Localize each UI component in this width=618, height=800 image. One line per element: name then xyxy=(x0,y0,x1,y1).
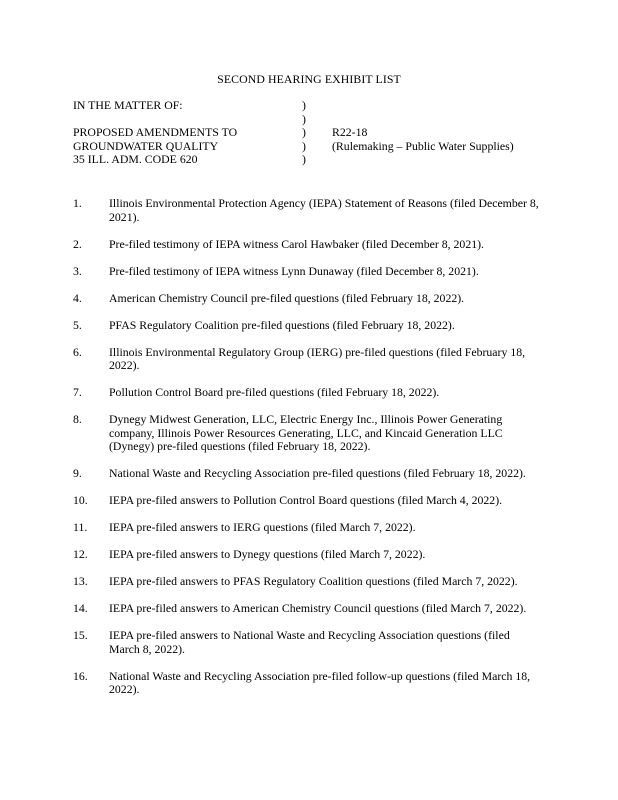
exhibit-text: Illinois Environmental Protection Agency (IEPA) Statement of Reasons (filed December 8, 2021). xyxy=(109,196,539,224)
exhibit-number: 4. xyxy=(73,290,82,305)
caption-left-line: IN THE MATTER OF: xyxy=(73,98,183,112)
caption-left-line xyxy=(73,113,303,127)
exhibit-number: 16. xyxy=(73,668,88,683)
exhibit-number: 3. xyxy=(73,263,82,278)
caption-right-line xyxy=(332,153,572,167)
exhibit-list xyxy=(73,197,543,710)
exhibit-text: Dynegy Midwest Generation, LLC, Electric Energy Inc., Illinois Power Generating company, Illinois Power Resources Generating, LLC, and Kincaid Generation LLC (Dynegy) pre-filed questions (filed February 18, 2022). xyxy=(109,412,503,454)
exhibit-item xyxy=(73,319,543,333)
exhibit-text: Illinois Environmental Regulatory Group (IERG) pre-filed questions (filed February 18, 2022). xyxy=(109,344,526,373)
exhibit-text: IEPA pre-filed answers to PFAS Regulatory Coalition questions (filed March 7, 2022). xyxy=(109,574,518,589)
exhibit-item xyxy=(73,670,543,697)
exhibit-number: 1. xyxy=(73,196,82,210)
caption-paren-column xyxy=(302,99,314,167)
exhibit-text: Pollution Control Board pre-filed questions (filed February 18, 2022). xyxy=(109,385,440,400)
exhibit-number: 8. xyxy=(73,412,82,427)
exhibit-item xyxy=(73,413,543,454)
exhibit-number: 9. xyxy=(73,466,82,481)
exhibit-number: 15. xyxy=(73,628,88,643)
exhibit-item xyxy=(73,346,543,373)
caption-paren: ) xyxy=(302,125,306,140)
docket-number: R22-18 xyxy=(332,125,368,140)
caption-right-line xyxy=(332,99,572,113)
rulemaking-subtitle: (Rulemaking – Public Water Supplies) xyxy=(332,138,514,153)
page-title: SECOND HEARING EXHIBIT LIST xyxy=(217,72,401,86)
caption-left-line: 35 ILL. ADM. CODE 620 xyxy=(73,152,198,167)
exhibit-text: Pre-filed testimony of IEPA witness Lynn Dunaway (filed December 8, 2021). xyxy=(109,263,479,278)
exhibit-text: Pre-filed testimony of IEPA witness Carol Hawbaker (filed December 8, 2021). xyxy=(109,236,485,251)
exhibit-text: IEPA pre-filed answers to National Waste and Recycling Association questions (filed March 8, 2022). xyxy=(109,628,510,656)
exhibit-number: 7. xyxy=(73,385,82,400)
exhibit-item xyxy=(73,521,543,535)
exhibit-number: 6. xyxy=(73,344,82,359)
exhibit-item xyxy=(73,629,543,656)
exhibit-item xyxy=(73,292,543,306)
exhibit-item xyxy=(73,197,543,224)
exhibit-item xyxy=(73,265,543,279)
exhibit-item xyxy=(73,386,543,400)
caption-left-line: PROPOSED AMENDMENTS TO xyxy=(73,125,238,140)
exhibit-number: 12. xyxy=(73,547,88,562)
caption-right-column xyxy=(332,99,572,167)
caption-paren: ) xyxy=(302,111,306,126)
exhibit-number: 11. xyxy=(73,520,88,535)
exhibit-item xyxy=(73,602,543,616)
exhibit-text: IEPA pre-filed answers to IERG questions (filed March 7, 2022). xyxy=(109,520,416,535)
caption-paren: ) xyxy=(302,138,306,153)
caption-left-line: GROUNDWATER QUALITY xyxy=(73,138,219,153)
exhibit-number: 14. xyxy=(73,601,88,616)
caption-paren: ) xyxy=(302,152,306,167)
exhibit-text: National Waste and Recycling Association pre-filed questions (filed February 18, 2022). xyxy=(109,466,526,481)
caption-paren: ) xyxy=(302,98,306,112)
caption-left-column xyxy=(73,99,303,167)
exhibit-text: IEPA pre-filed answers to Dynegy questions (filed March 7, 2022). xyxy=(109,547,426,562)
exhibit-number: 10. xyxy=(73,493,88,508)
exhibit-item xyxy=(73,467,543,481)
exhibit-text: IEPA pre-filed answers to Pollution Control Board questions (filed March 4, 2022). xyxy=(109,493,503,508)
exhibit-number: 5. xyxy=(73,317,82,332)
exhibit-text: PFAS Regulatory Coalition pre-filed questions (filed February 18, 2022). xyxy=(109,317,455,332)
exhibit-text: National Waste and Recycling Association pre-filed follow-up questions (filed March 18, 2022). xyxy=(109,668,531,697)
exhibit-text: IEPA pre-filed answers to American Chemistry Council questions (filed March 7, 2022). xyxy=(109,601,527,616)
exhibit-item xyxy=(73,494,543,508)
exhibit-text: American Chemistry Council pre-filed questions (filed February 18, 2022). xyxy=(109,290,465,305)
exhibit-number: 2. xyxy=(73,236,82,251)
exhibit-item xyxy=(73,238,543,252)
exhibit-number: 13. xyxy=(73,574,88,589)
exhibit-item xyxy=(73,575,543,589)
caption-right-line xyxy=(332,113,572,127)
exhibit-item xyxy=(73,548,543,562)
